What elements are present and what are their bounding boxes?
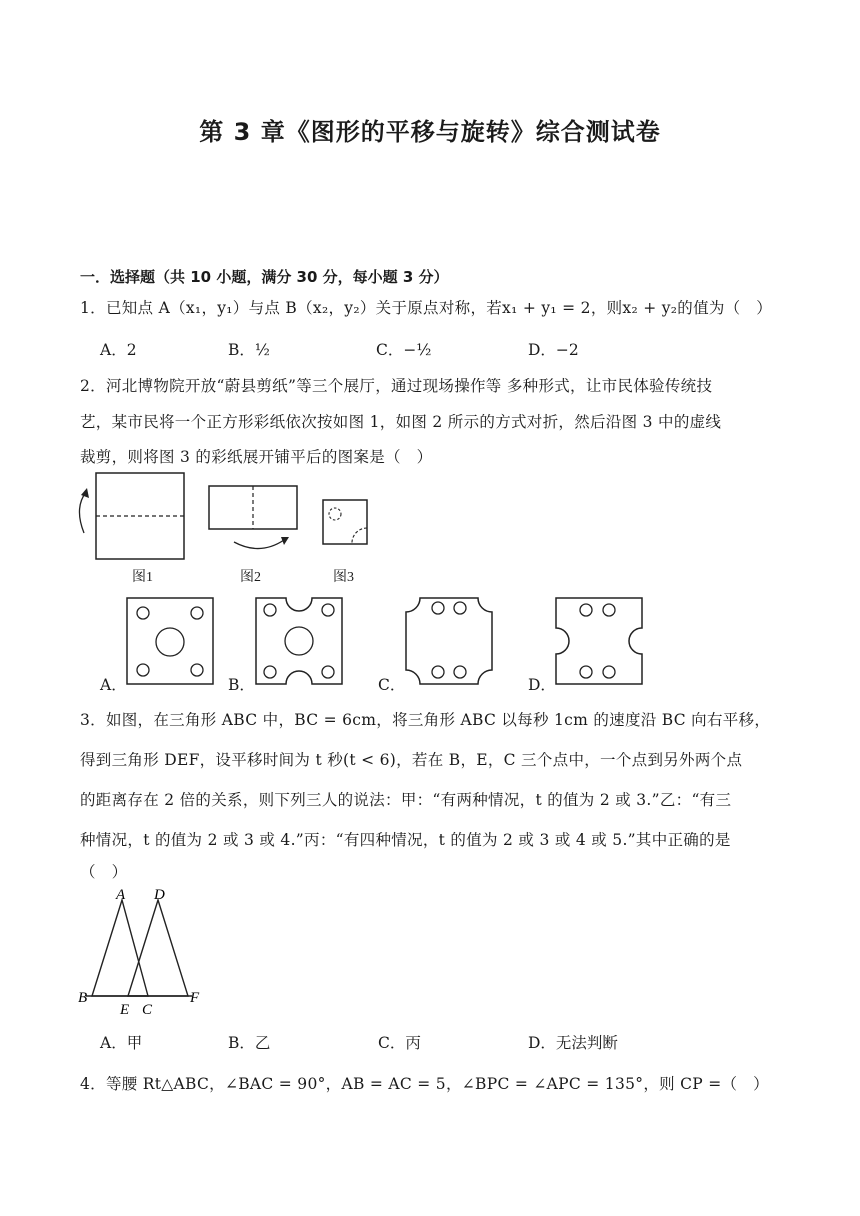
q2-figure-d: [556, 598, 642, 684]
q1-option-c: C．−½: [376, 341, 432, 359]
q2-option-b: B．: [228, 676, 255, 694]
question-3-line-1: 3．如图，在三角形 ABC 中，BC = 6cm，将三角形 ABC 以每秒 1cm 的速度沿 BC 向右平移，: [80, 711, 771, 729]
section-heading: 一．选择题（共 10 小题，满分 30 分，每小题 3 分）: [80, 268, 449, 286]
question-2-line-3: 裁剪，则将图 3 的彩纸展开铺平后的图案是（ ）: [80, 448, 433, 466]
question-4-stem: 4．等腰 Rt△ABC，∠BAC = 90°，AB = AC = 5，∠BPC = ∠APC = 135°，则 CP =（ ）: [80, 1075, 769, 1093]
q2-figure-b: [256, 598, 342, 684]
page-title: 第 3 章《图形的平移与旋转》综合测试卷: [199, 118, 661, 146]
point-e-label: E: [120, 1002, 130, 1018]
q1-option-a: A．2: [100, 341, 137, 359]
q2-figure-a: [127, 598, 213, 684]
question-2-line-1: 2．河北博物院开放“蔚县剪纸”等三个展厅，通过现场操作等 多种形式，让市民体验传统技: [80, 377, 713, 395]
q2-option-c: C．: [378, 676, 406, 694]
figure-2-label: 图2: [240, 570, 261, 585]
question-3-line-5: （ ）: [80, 863, 128, 881]
q3-option-c: C．丙: [378, 1034, 421, 1052]
folding-figures: [70, 468, 390, 564]
point-f-label: F: [190, 990, 200, 1006]
question-3-line-4: 种情况，t 的值为 2 或 3 或 4.”丙：“有四种情况，t 的值为 2 或 3 或 4 或 5.”其中正确的是: [80, 831, 731, 849]
triangle-translation-figure: [72, 884, 212, 1018]
q2-option-a: A．: [100, 676, 127, 694]
question-3-line-2: 得到三角形 DEF，设平移时间为 t 秒(t < 6)，若在 B，E，C 三个点中，一个点到另外两个点: [80, 751, 743, 769]
q1-option-d: D．−2: [528, 341, 579, 359]
question-3-line-3: 的距离存在 2 倍的关系，则下列三人的说法：甲：“有两种情况，t 的值为 2 或 3.”乙：“有三: [80, 791, 732, 809]
point-c-label: C: [142, 1002, 153, 1018]
q2-figure-c: [406, 598, 492, 684]
q3-option-d: D．无法判断: [528, 1034, 618, 1052]
question-2-line-2: 艺，某市民将一个正方形彩纸依次按如图 1，如图 2 所示的方式对折，然后沿图 3 中的虚线: [80, 413, 722, 431]
question-1-stem: 1．已知点 A（x₁，y₁）与点 B（x₂，y₂）关于原点对称，若x₁ + y₁ = 2，则x₂ + y₂的值为（ ）: [80, 299, 773, 317]
q3-option-a: A．甲: [100, 1034, 143, 1052]
q3-option-b: B．乙: [228, 1034, 271, 1052]
q2-option-d: D．: [528, 676, 556, 694]
point-a-label: A: [116, 887, 126, 903]
q1-option-b: B．½: [228, 341, 270, 359]
figure-3-label: 图3: [333, 570, 354, 585]
figure-1-label: 图1: [132, 570, 153, 585]
point-d-label: D: [154, 887, 165, 903]
point-b-label: B: [78, 990, 88, 1006]
